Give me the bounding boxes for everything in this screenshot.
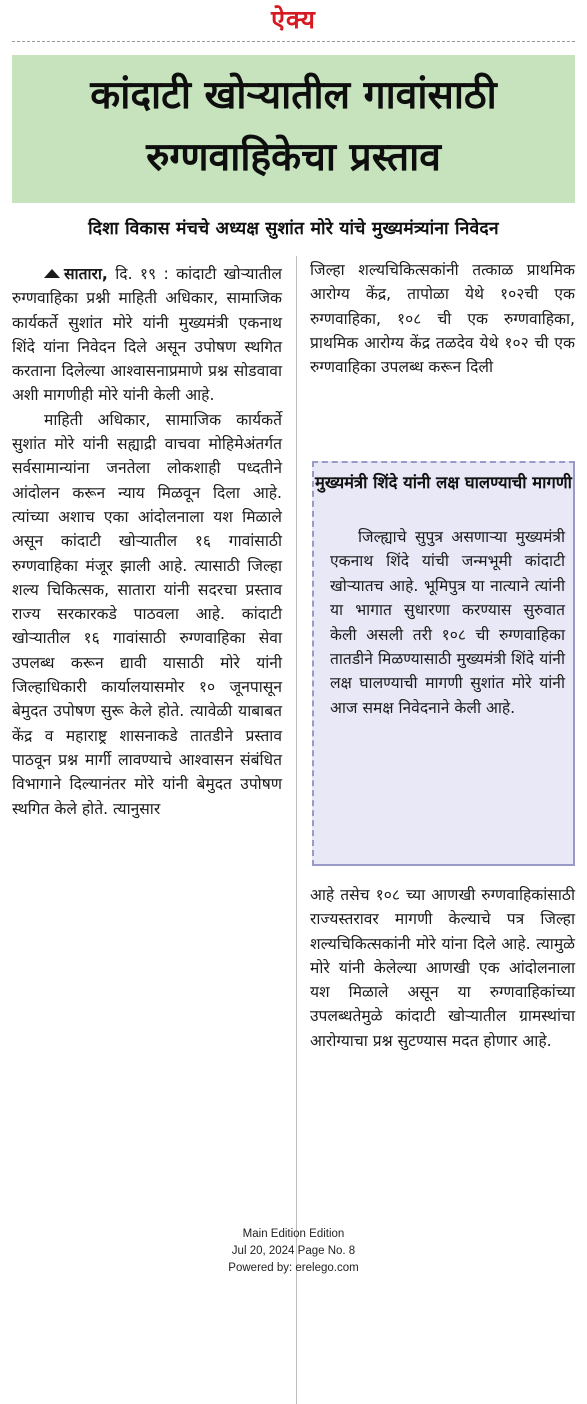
- dateline: सातारा,: [64, 265, 108, 283]
- masthead-divider: [12, 41, 575, 42]
- article-paragraph-2: माहिती अधिकार, सामाजिक कार्यकर्ते सुशांत मोरे यांनी सह्याद्री वाचवा मोहिमेअंतर्गत सर्वसामान्यांना जनतेला लोकशाही पध्दतीने आंदोलन करून न्याय मिळवून दिला आहे. त्यांच्या अशाच एका आंदोलनाला यश मिळाले असून कांदाटी खोऱ्यातील १६ गावांसाठी रुग्णवाहिका मंजूर झाली आहे. त्यासाठी जिल्हा शल्य चिकित्सक, सातारा यांनी सदरचा प्रस्ताव राज्य सरकारकडे पाठवला आहे. कांदाटी खोऱ्यातील १६ गावांसाठी रुग्णवाहिका सेवा उपलब्ध करून द्यावी यासाठी मोरे यांनी जिल्हाधिकारी कार्यालयासमोर १० जूनपासून बेमुदत उपोषण सुरू केले होते. त्यावेळी याबाबत केंद्र व महाराष्ट्र शासनाकडे तातडीने प्रस्ताव पाठवून प्रश्न मार्गी लावण्याचे आश्वासन संबंधित विभागाने दिल्यानंतर मोरे यांनी बेमुदत उपोषण स्थगित केले होते. त्यानुसार: [12, 410, 282, 818]
- footer-date-page: Jul 20, 2024 Page No. 8: [231, 1245, 356, 1257]
- newspaper-logo: ऐक्य: [271, 5, 316, 34]
- sidebar-box-body: जिल्ह्याचे सुपुत्र असणाऱ्या मुख्यमंत्री एकनाथ शिंदे यांची जन्मभूमी कांदाटी खोऱ्यातच आहे. भूमिपुत्र या नात्याने त्यांनी या भागात सुधारणा करण्यास सुरुवात केली असली तरी १०८ ची रुग्णवाहिका तातडीने मिळण्यासाठी मुख्यमंत्री शिंदे यांनी लक्ष घालण्याची मागणी सुशांत मोरे यांनी आज समक्ष निवेदनाने केली आहे.: [330, 528, 565, 717]
- sidebar-box: [312, 461, 575, 866]
- headline-line-1: कांदाटी खोऱ्यातील गावांसाठी: [90, 73, 497, 118]
- footer-powered-by: Powered by: erelego.com: [228, 1262, 359, 1274]
- article-column-right-bottom: [310, 883, 575, 1053]
- article-column-right-top: [310, 258, 575, 379]
- masthead: [0, 0, 587, 44]
- article-paragraph-4: आहे तसेच १०८ च्या आणखी रुग्णवाहिकांसाठी राज्यस्तरावर मागणी केल्याचे पत्र जिल्हा शल्यचिकित्सकांनी मोरे यांना दिले आहे. त्यामुळे मोरे यांनी केलेल्या आणखी एक आंदोलनाला यश मिळाले असून या रुग्णवाहिकांच्या उपलब्धतेमुळे कांदाटी खोऱ्यातील ग्रामस्थांचा आरोग्याचा प्रश्न सुटण्यास मदत होणार आहे.: [310, 886, 575, 1050]
- dateline-triangle-icon: [44, 269, 60, 278]
- headline-box: [12, 55, 575, 203]
- subheadline: दिशा विकास मंचचे अध्यक्ष सुशांत मोरे यांचे मुख्यमंत्र्यांना निवेदन: [88, 219, 499, 239]
- headline-line-2: रुग्णवाहिकेचा प्रस्ताव: [146, 135, 441, 180]
- footer-edition: Main Edition Edition: [242, 1228, 345, 1240]
- sidebar-box-title: मुख्यमंत्री शिंदे यांनी लक्ष घालण्याची मागणी: [315, 473, 572, 492]
- paragraph-1-text: दि. १९ : कांदाटी खोऱ्यातील रुग्णवाहिका प्रश्नी माहिती अधिकार, सामाजिक कार्यकर्ते सुशांत मोरे यांनी मुख्यमंत्री एकनाथ शिंदे यांना निवेदन दिले असून उपोषण स्थगित करताना दिलेल्या आश्वासनाप्रमाणे प्रश्न सोडवावा अशी मागणीही मोरे यांनी केली आहे.: [12, 265, 282, 405]
- article-column-left: [12, 262, 282, 821]
- page-footer: [0, 1226, 587, 1277]
- article-paragraph-1: [12, 262, 282, 408]
- article-paragraph-3: जिल्हा शल्यचिकित्सकांनी तत्काळ प्राथमिक आरोग्य केंद्र, तापोळा येथे १०२ची एक रुग्णवाहिका, १०८ ची एक रुग्णवाहिका, प्राथमिक आरोग्य केंद्र तळदेव येथे १०२ ची एक रुग्णवाहिका उपलब्ध करून दिली: [310, 261, 575, 377]
